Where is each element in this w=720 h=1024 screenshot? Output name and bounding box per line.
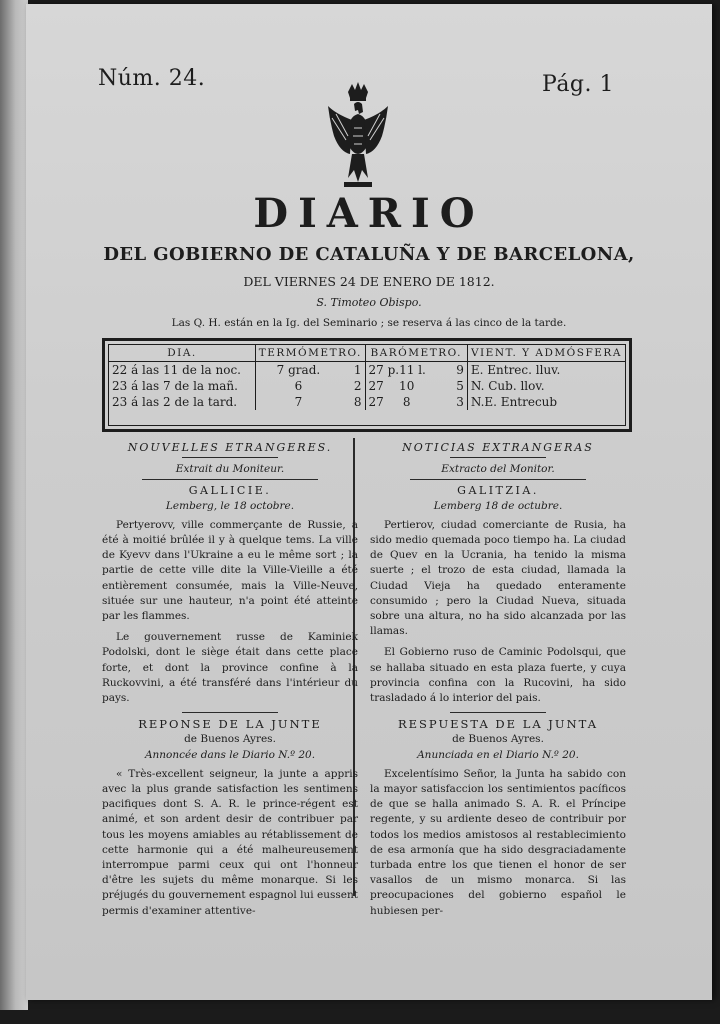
paragraph: « Très-excellent seigneur, la junte a appris avec la plus grande satisfaction les sentimens pacifiques dont S. A. R. le prince-régent est animé, et son ardent desir de contribuer par tous les moyens amiables au rétablissement de cette harmonie qui a été malheureusement interrompue parmi ceux qui ont l'honneur d'être les sujets du même monarque. Si les préjugés du gouvernement espagnol lui eussent permis d'examiner attentive- bbox=[102, 767, 358, 917]
saint-of-day: S. Timoteo Obispo. bbox=[316, 296, 422, 309]
therm-degrees: 6 bbox=[294, 379, 303, 393]
section-heading: NOUVELLES ETRANGERES. bbox=[127, 441, 333, 454]
issue-number: Núm. 24. bbox=[98, 66, 206, 91]
rule bbox=[410, 479, 586, 480]
dateline: Lemberg 18 de octubre. bbox=[433, 499, 563, 512]
wind: N. Cub. llov. bbox=[470, 379, 545, 393]
subheading: REPONSE DE LA JUNTE bbox=[138, 717, 322, 732]
paragraph: Le gouvernement russe de Kaminiek Podolski, dont le siège était dans cette place forte, et dont la province confine à la Ruckovvini, a été transféré dans l'intérieur du pays. bbox=[102, 631, 358, 705]
therm-fraction: 1 bbox=[341, 362, 365, 379]
subheading: RESPUESTA DE LA JUNTA bbox=[397, 717, 598, 732]
newspaper-subtitle: DEL GOBIERNO DE CATALUÑA Y DE BARCELONA, bbox=[103, 244, 635, 265]
paragraph: Excelentísimo Señor, la Junta ha sabido con la mayor satisfaccion los sentimientos pacíficos de que se halla animado S. A. R. el Príncipe regente, y su ardiente deseo de contribuir por todos los medios amistosos al restablecimiento de esa armonía que ha sido desgraciadamente turbada entre los que tienen el honor de ser vasallos de un mismo monarca. Si las preocupaciones del gobierno español le hubiesen per- bbox=[370, 767, 626, 917]
day: 23 á las 2 de la tard. bbox=[109, 394, 256, 410]
adjacent-page-edge bbox=[0, 0, 28, 1010]
dateline: Lemberg, le 18 octobre. bbox=[165, 499, 295, 512]
rule bbox=[450, 712, 546, 713]
church-notice: Las Q. H. están en la Ig. del Seminario ; se reserva á las cinco de la tarde. bbox=[171, 317, 567, 329]
rule bbox=[182, 712, 278, 713]
baro-reading: 27 p.11 l. bbox=[368, 363, 426, 377]
baro-fraction: 9 bbox=[449, 362, 468, 379]
newspaper-title: DIARIO bbox=[253, 190, 485, 237]
announcement: Anunciada en el Diario N.º 20. bbox=[417, 748, 579, 761]
french-column bbox=[102, 440, 358, 925]
place-heading: GALITZIA. bbox=[457, 484, 539, 498]
therm-degrees: 7 bbox=[294, 395, 303, 409]
baro-reading: 27 10 bbox=[368, 379, 415, 393]
weather-table bbox=[109, 345, 625, 410]
baro-fraction: 3 bbox=[449, 394, 468, 410]
subheading-sub: de Buenos Ayres. bbox=[184, 733, 276, 746]
weather-table-frame bbox=[102, 338, 632, 432]
weather-row bbox=[109, 378, 625, 394]
therm-degrees: 7 grad. bbox=[276, 363, 321, 377]
header-day: DIA. bbox=[109, 345, 256, 362]
rule bbox=[142, 479, 318, 480]
therm-fraction: 2 bbox=[341, 378, 365, 394]
newspaper-page bbox=[26, 4, 712, 1000]
therm-fraction: 8 bbox=[341, 394, 365, 410]
rule bbox=[450, 457, 546, 458]
paragraph: Pertierov, ciudad comerciante de Rusia, ha sido medio quemada poco tiempo ha. La ciudad de Quev en la Ucrania, ha tenido la misma suerte ; el trozo de esta ciudad, llamada la Ciudad Vieja ha quedado enteramente consumido ; pero la Ciudad Nueva, situada sobre una altura, no ha sido alcanzada por las llamas. bbox=[370, 518, 626, 638]
rule bbox=[182, 457, 278, 458]
subheading-sub: de Buenos Ayres. bbox=[452, 733, 544, 746]
issue-date: DEL VIERNES 24 DE ENERO DE 1812. bbox=[243, 274, 495, 289]
header-thermometer: TERMÓMETRO. bbox=[256, 345, 366, 362]
announcement: Annoncée dans le Diario N.º 20. bbox=[144, 748, 316, 761]
day: 22 á las 11 de la noc. bbox=[109, 362, 256, 379]
header-wind: VIENT. Y ADMÓSFERA bbox=[467, 345, 625, 362]
day: 23 á las 7 de la mañ. bbox=[109, 378, 256, 394]
header-barometer: BARÓMETRO. bbox=[365, 345, 467, 362]
source-line: Extrait du Moniteur. bbox=[175, 463, 285, 476]
wind: N.E. Entrecub bbox=[470, 395, 558, 409]
baro-reading: 27 8 bbox=[368, 395, 411, 409]
paragraph: Pertyerovv, ville commerçante de Russie, a été à moitié brûlée il y à quelque tems. La ville de Kyevv dans l'Ukraine a eu le même sort ; la partie de cette ville dite la Ville-Vieille a été entièrement consumée, mais la Ville-Neuve, située sur une hauteur, n'a point été atteinte par les flammes. bbox=[102, 518, 358, 623]
crowned-eagle-icon bbox=[322, 78, 394, 194]
place-heading: GALLICIE. bbox=[188, 484, 272, 498]
spanish-column bbox=[370, 440, 626, 925]
weather-row bbox=[109, 394, 625, 410]
paragraph: El Gobierno ruso de Caminic Podolsqui, que se hallaba situado en esta plaza fuerte, y cuya provincia confina con la Rucovini, ha sido trasladado á lo interior del pais. bbox=[370, 646, 626, 705]
weather-row bbox=[109, 362, 625, 379]
wind: E. Entrec. lluv. bbox=[470, 363, 561, 377]
baro-fraction: 5 bbox=[449, 378, 468, 394]
page-number: Pág. 1 bbox=[542, 72, 614, 97]
section-heading: NOTICIAS EXTRANGERAS bbox=[402, 441, 594, 454]
source-line: Extracto del Monitor. bbox=[441, 463, 555, 476]
